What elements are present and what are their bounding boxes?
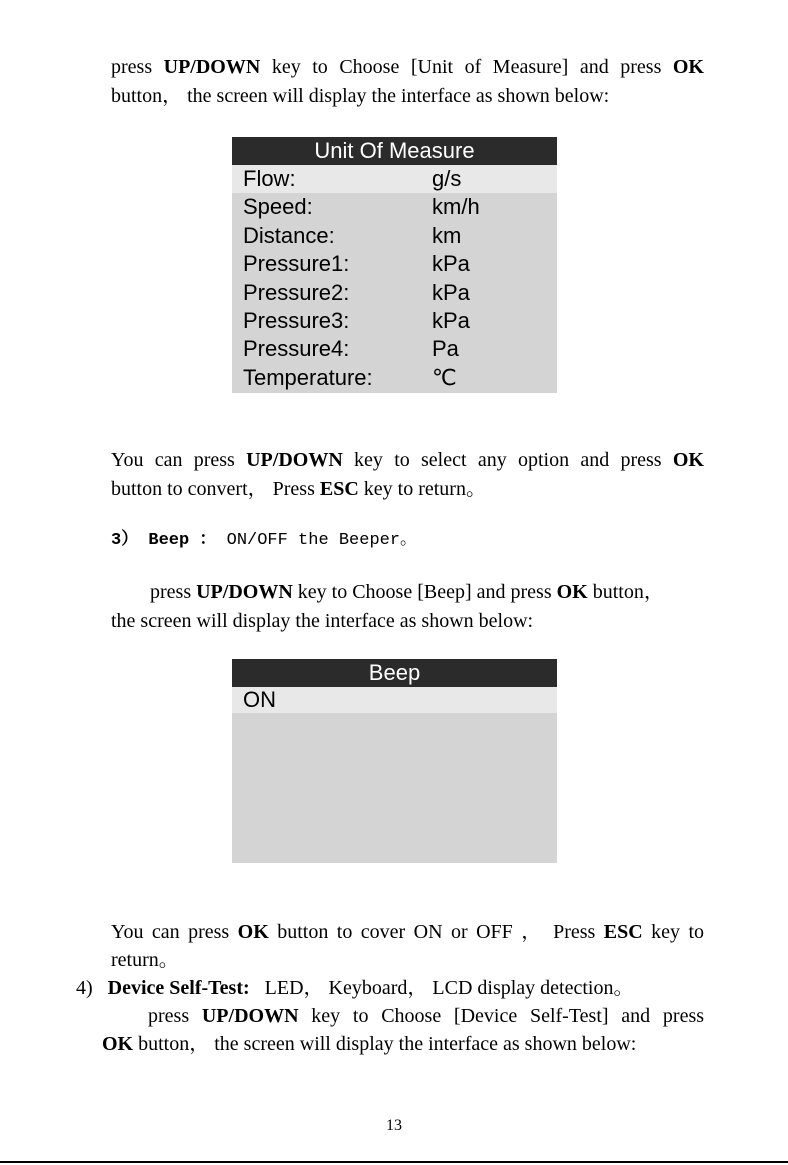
beep-after-line-1: You can press OK button to cover ON or OFF ， Press ESC key to <box>111 921 704 943</box>
unit-row-pressure4[interactable]: Pressure4: Pa <box>243 336 459 362</box>
beep-row-on[interactable]: ON <box>232 687 557 713</box>
beep-intro-line-1: press UP/DOWN key to Choose [Beep] and press OK button， <box>150 581 664 603</box>
intro-line-2: button， the screen will display the interface as shown below: <box>111 85 610 107</box>
page-number: 13 <box>386 1117 402 1134</box>
beep-intro-line-2: the screen will display the interface as shown below: <box>111 610 534 632</box>
unit-row-pressure1[interactable]: Pressure1: kPa <box>243 251 470 277</box>
unit-after-line-2: button to convert， Press ESC key to return。 <box>111 478 486 500</box>
unit-row-pressure3[interactable]: Pressure3: kPa <box>243 307 470 333</box>
selftest-line-2: OK button， the screen will display the interface as shown below: <box>102 1033 637 1055</box>
unit-row-speed[interactable]: Speed: km/h <box>243 194 480 220</box>
unit-of-measure-screen <box>232 137 557 393</box>
unit-row-distance[interactable]: Distance: km <box>243 222 462 248</box>
selftest-heading: 4) Device Self-Test: LED， Keyboard， LCD display detection。 <box>76 977 634 999</box>
unit-after-line-1: You can press UP/DOWN key to select any option and press OK <box>111 449 704 471</box>
screen-title: Unit Of Measure <box>232 137 557 165</box>
footer-rule <box>0 1161 788 1163</box>
selftest-line-1: press UP/DOWN key to Choose [Device Self-Test] and press <box>148 1005 705 1027</box>
unit-row-flow[interactable]: Flow: g/s <box>232 165 557 193</box>
beep-after-line-2: return。 <box>111 949 179 971</box>
intro-line-1: press UP/DOWN key to Choose [Unit of Measure] and press OK <box>111 56 704 78</box>
unit-row-temperature[interactable]: Temperature: ℃ <box>243 364 457 390</box>
screen-title: Beep <box>232 659 557 687</box>
unit-row-pressure2[interactable]: Pressure2: kPa <box>243 279 470 305</box>
beep-screen <box>232 659 557 863</box>
beep-heading: 3） Beep ： ON/OFF the Beeper。 <box>111 531 418 550</box>
